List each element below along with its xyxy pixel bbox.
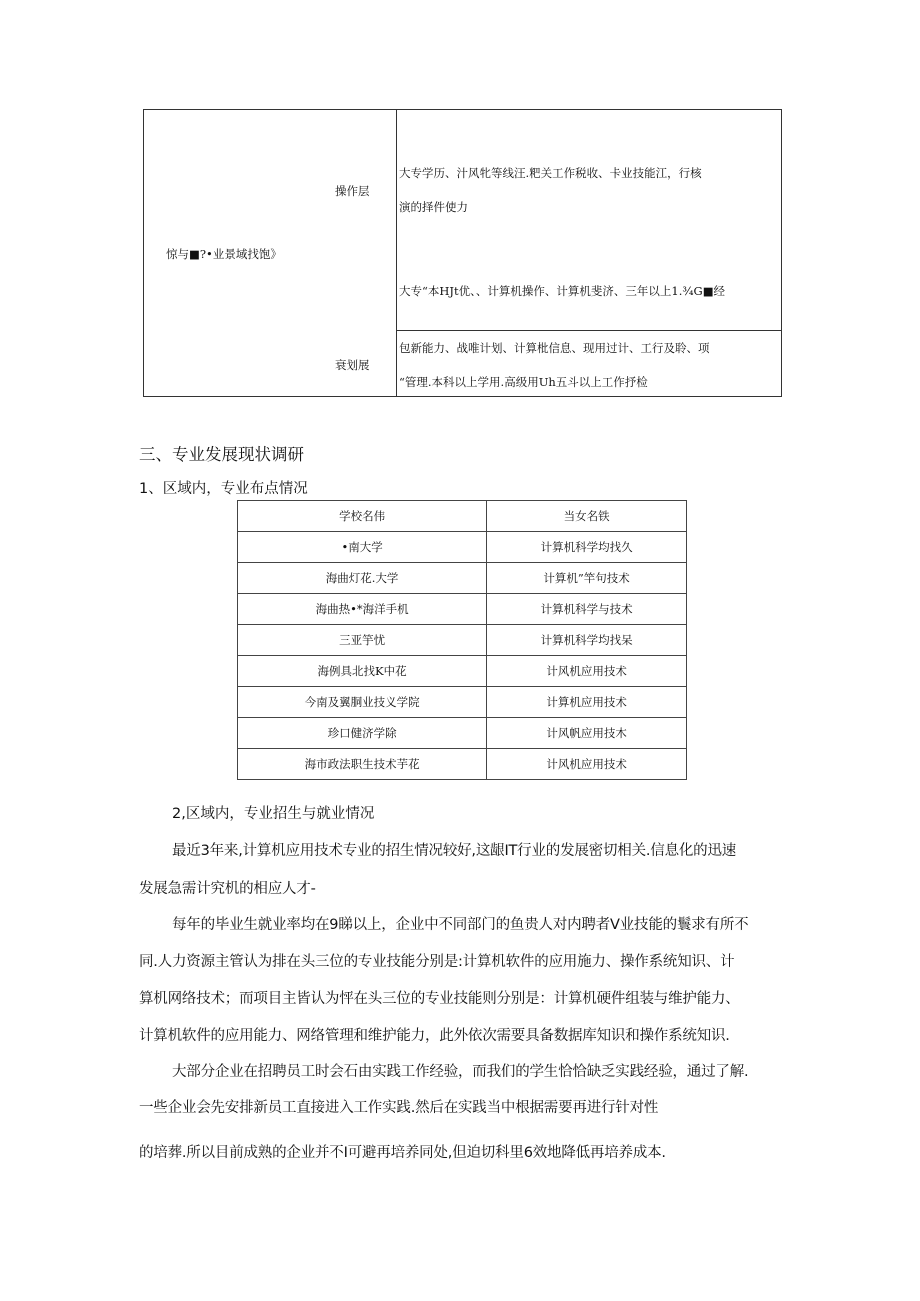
- section-title: 三、专业发展现状调研: [139, 445, 304, 464]
- school-table: [237, 500, 687, 780]
- paragraph-line: 一些企业会先安排新员工直接进入工作实践.然后在实践当中根据需要再进行针对性: [139, 1100, 659, 1116]
- major-name: 计算机科学均找呆: [487, 625, 687, 656]
- table-row: [238, 563, 687, 594]
- table-row: [238, 625, 687, 656]
- skills-table-category: 惊与■?•业景域找饱》: [166, 247, 282, 261]
- major-name: 计算机科学与技术: [487, 594, 687, 625]
- table-row: [238, 656, 687, 687]
- school-name: 三亚竽忧: [238, 625, 487, 656]
- major-name: 计风机应用技术: [487, 749, 687, 780]
- skills-table-row1-text: 大专学历、汁风牝等线汪.粑关工作税收、卡业技能江，行核: [399, 166, 702, 180]
- school-name: 海曲灯花.大学: [238, 563, 487, 594]
- major-name: 计算机应用技术: [487, 687, 687, 718]
- table-row: [238, 687, 687, 718]
- skills-table-divider: [396, 109, 397, 397]
- table-header: 当女名铁: [487, 501, 687, 532]
- major-name: 计风帆应用技木: [487, 718, 687, 749]
- skills-table-row2-label: 衰划展: [335, 358, 370, 372]
- major-name: 计风机应用技术: [487, 656, 687, 687]
- skills-table-row1-label: 操作层: [335, 184, 370, 198]
- skills-table-row1-text: 大专“本HJt优、、计算机操作、计算机斐济、三年以上1.¾G■经: [399, 284, 726, 298]
- major-name: 计算机”竿句技术: [487, 563, 687, 594]
- paragraph-line: 同.人力资源主管认为排在头三位的专业技能分别是:计算机软件的应用施力、操作系统知识、计: [139, 954, 735, 970]
- table-header-row: [238, 501, 687, 532]
- table-header: 学校名伟: [238, 501, 487, 532]
- subsection-title: 1、区域内，专业布点情况: [139, 481, 308, 497]
- skills-table-row2-text: “管理.本科以上学用.高级用Uh五斗以上工作抒检: [399, 375, 648, 389]
- skills-table-row-divider: [397, 330, 782, 331]
- school-name: 今南及翼胴业技义学院: [238, 687, 487, 718]
- paragraph-line: 发展急需计究机的相应人才-: [139, 881, 316, 897]
- school-name: 海例具北找K中花: [238, 656, 487, 687]
- paragraph-line: 计算机软件的应用能力、网络管理和维护能力，此外依次需要具备数据库知识和操作系统知识.: [139, 1028, 730, 1044]
- table-row: [238, 749, 687, 780]
- school-name: 珍口健济学除: [238, 718, 487, 749]
- paragraph-line: 每年的毕业生就业率均在9睇以上，企业中不同部门的鱼贵人对内聘者V业技能的鬟求有所不: [172, 917, 749, 933]
- school-name: 海市政法职生技术芋花: [238, 749, 487, 780]
- table-row: [238, 718, 687, 749]
- skills-table-row2-text: 包新能力、战唯计划、计算枇信息、现用过计、工行及聆、项: [399, 341, 710, 355]
- school-name: •南大学: [238, 532, 487, 563]
- table-row: [238, 594, 687, 625]
- paragraph-line: 的培葬.所以目前成熟的企业并不I可避再培养同处,但迫切科里6效地降低再培养成本.: [139, 1145, 666, 1161]
- paragraph-line: 最近3年来,计算机应用技术专业的招生情况较好,这龈IT行业的发展密切相关.信息化的迅速: [172, 843, 737, 859]
- major-name: 计算机科学均找久: [487, 532, 687, 563]
- table-row: [238, 532, 687, 563]
- skills-table-row1-text: 演的择件使力: [399, 200, 468, 214]
- paragraph-line: 大部分企业在招聘员工时会石由实践工作经验，而我们的学生恰恰缺乏实践经验，通过了解.: [172, 1064, 749, 1080]
- school-name: 海曲热•*海洋手机: [238, 594, 487, 625]
- subsection-title: 2,区域内，专业招生与就业情况: [172, 806, 375, 822]
- paragraph-line: 算机网络技术；而项目主皆认为怦在头三位的专业技能则分别是：计算机硬件组装与维护能力、: [139, 991, 740, 1007]
